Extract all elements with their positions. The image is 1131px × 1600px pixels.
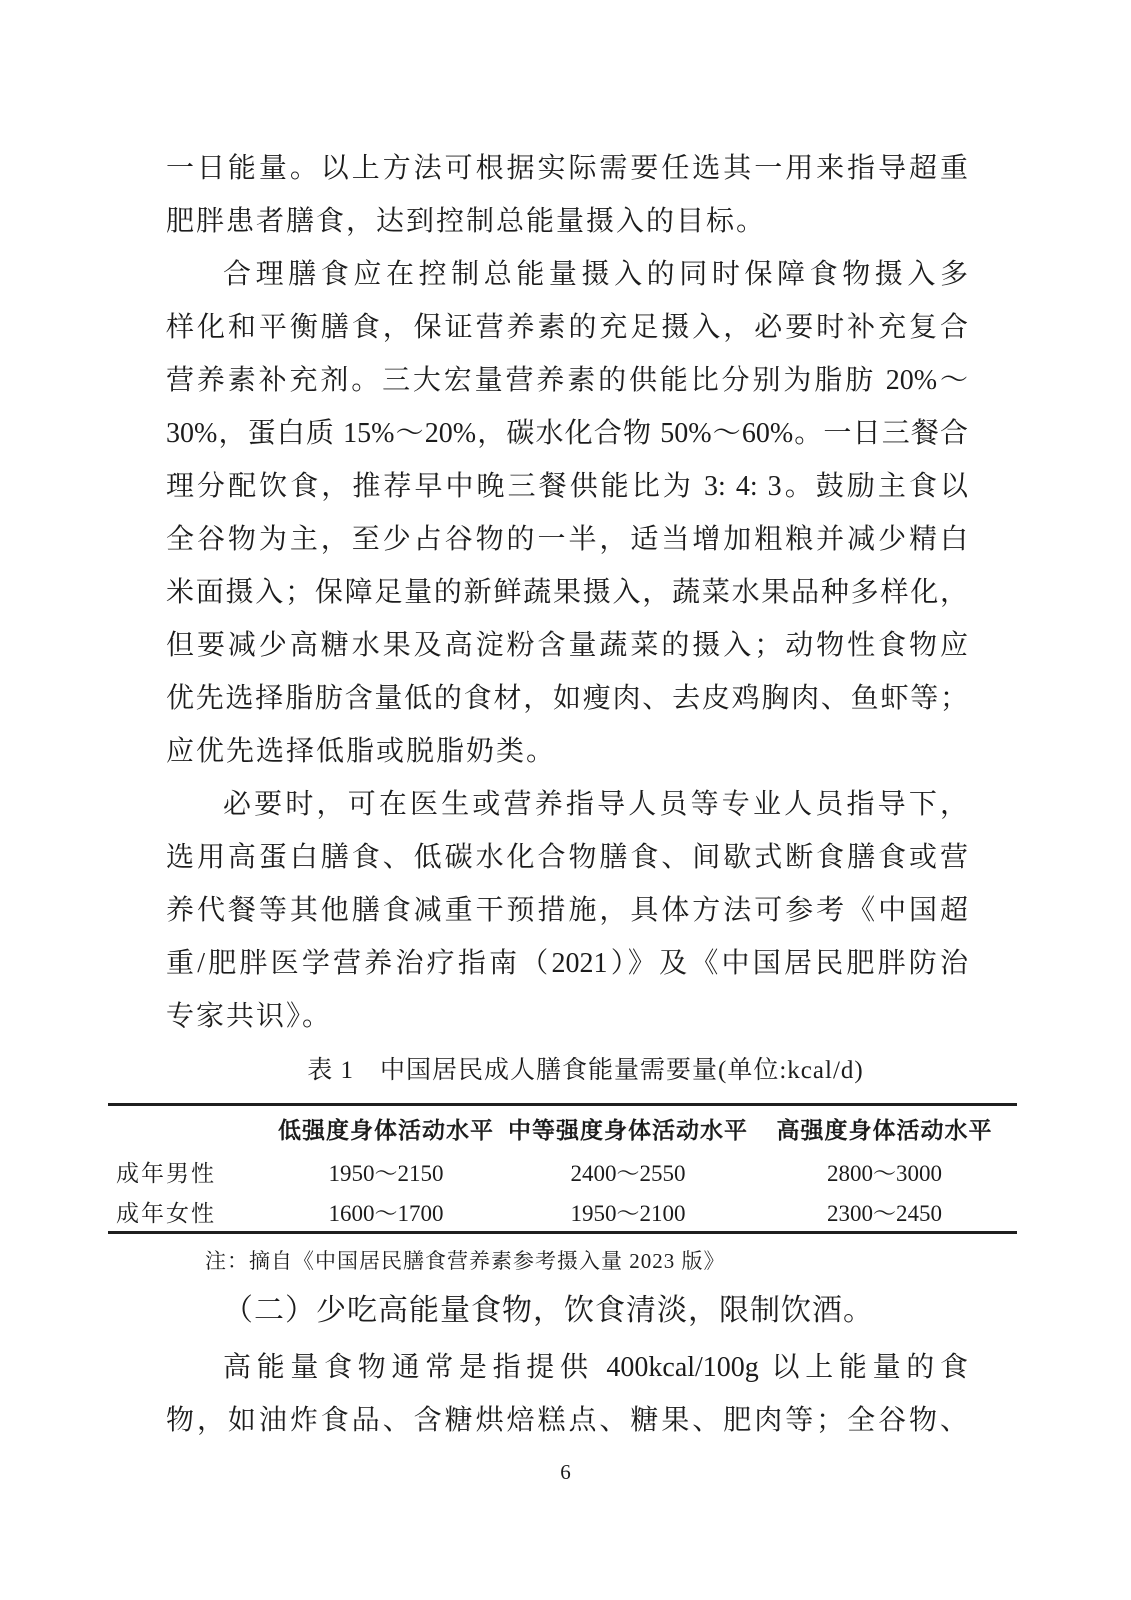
text-line: 优先选择脂肪含量低的食材，如瘦肉、去皮鸡胸肉、鱼虾等； bbox=[166, 683, 968, 714]
text-line: 养代餐等其他膳食减重干预措施，具体方法可参考《中国超 bbox=[166, 895, 968, 926]
paragraph-after-heading bbox=[166, 1341, 968, 1447]
page-number: 6 bbox=[560, 1460, 571, 1484]
text-line: 但要减少高糖水果及高淀粉含量蔬菜的摄入；动物性食物应 bbox=[166, 630, 968, 661]
text-line: 选用高蛋白膳食、低碳水化合物膳食、间歇式断食膳食或营 bbox=[166, 842, 968, 873]
energy-requirements-table bbox=[108, 1103, 1017, 1234]
text-line: 30%，蛋白质 15%～20%，碳水化合物 50%～60%。一日三餐合 bbox=[166, 418, 968, 449]
row-label: 成年女性 bbox=[116, 1200, 216, 1226]
table-header-row bbox=[108, 1106, 1017, 1151]
cell-value: 1950～2100 bbox=[570, 1200, 686, 1226]
text-line: 样化和平衡膳食，保证营养素的充足摄入，必要时补充复合 bbox=[166, 312, 968, 343]
table-row bbox=[108, 1191, 1017, 1231]
table-caption: 表 1 中国居民成人膳食能量需要量(单位:kcal/d) bbox=[307, 1057, 864, 1084]
cell-value: 1600～1700 bbox=[328, 1200, 444, 1226]
text-line: 应优先选择低脂或脱脂奶类。 bbox=[166, 736, 557, 767]
text-line: 米面摄入；保障足量的新鲜蔬果摄入，蔬菜水果品种多样化， bbox=[166, 577, 968, 608]
cell-value: 2400～2550 bbox=[570, 1160, 686, 1186]
table-header-moderate: 中等强度身体活动水平 bbox=[508, 1118, 748, 1143]
text-line: 一日能量。以上方法可根据实际需要任选其一用来指导超重 bbox=[166, 153, 968, 184]
text-line: 必要时，可在医生或营养指导人员等专业人员指导下， bbox=[223, 789, 968, 820]
cell-value: 2300～2450 bbox=[827, 1200, 942, 1226]
main-text-block bbox=[166, 142, 968, 1043]
text-line: 营养素补充剂。三大宏量营养素的供能比分别为脂肪 20%～ bbox=[166, 365, 968, 396]
text-line: 肥胖患者膳食，达到控制总能量摄入的目标。 bbox=[166, 206, 767, 237]
table-note: 注：摘自《中国居民膳食营养素参考摄入量 2023 版》 bbox=[205, 1249, 726, 1273]
cell-value: 1950～2150 bbox=[328, 1160, 444, 1186]
table-row bbox=[108, 1151, 1017, 1191]
text-line: 理分配饮食，推荐早中晚三餐供能比为 3: 4: 3。鼓励主食以 bbox=[166, 471, 968, 502]
row-label: 成年男性 bbox=[116, 1160, 216, 1186]
table-header-low: 低强度身体活动水平 bbox=[278, 1118, 494, 1143]
text-line: 合理膳食应在控制总能量摄入的同时保障食物摄入多 bbox=[223, 259, 968, 290]
text-line: 重/肥胖医学营养治疗指南（2021）》及《中国居民肥胖防治 bbox=[166, 948, 968, 979]
text-line: 全谷物为主，至少占谷物的一半，适当增加粗粮并减少精白 bbox=[166, 524, 968, 555]
cell-value: 2800～3000 bbox=[827, 1160, 942, 1186]
text-line: 物，如油炸食品、含糖烘焙糕点、糖果、肥肉等；全谷物、 bbox=[166, 1405, 968, 1436]
text-line: 高能量食物通常是指提供 400kcal/100g 以上能量的食 bbox=[223, 1352, 968, 1383]
section-heading: （二）少吃高能量食物，饮食清淡，限制饮酒。 bbox=[223, 1294, 874, 1327]
table-header-high: 高强度身体活动水平 bbox=[776, 1118, 993, 1143]
text-line: 专家共识》。 bbox=[166, 1001, 333, 1032]
